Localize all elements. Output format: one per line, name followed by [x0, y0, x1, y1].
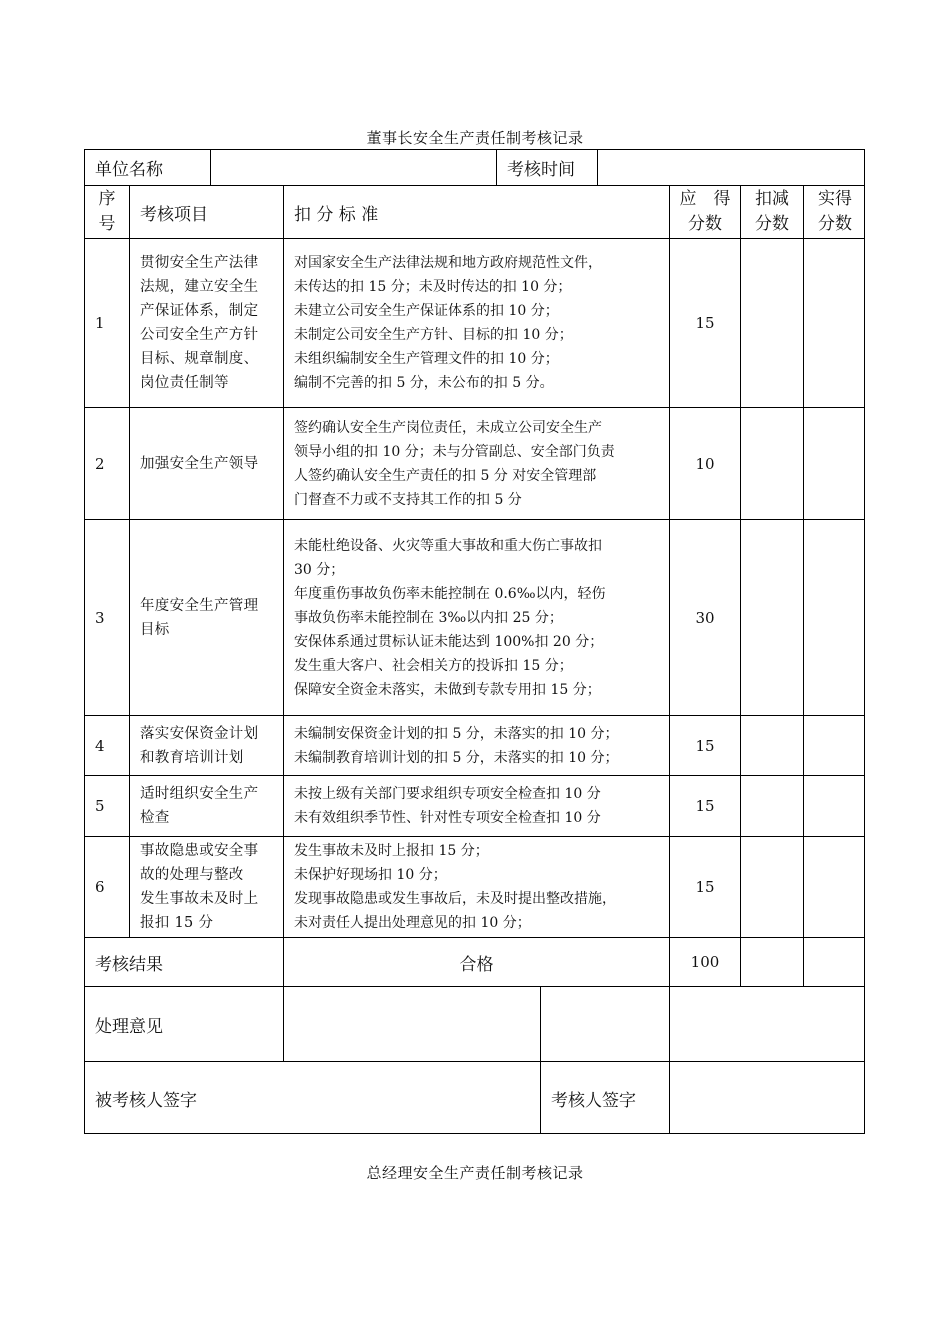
- row-5-due-score: 15: [695, 797, 715, 815]
- unit-name-value[interactable]: [211, 150, 496, 185]
- opinion-value[interactable]: [284, 987, 865, 1061]
- row-4-item: [130, 716, 283, 775]
- row-1-due-score: 15: [695, 314, 715, 332]
- result-total-score: 100: [690, 953, 720, 971]
- row-4-criteria-line: 未编制安保资金计划的扣 5 分，未落实的扣 10 分；: [294, 725, 619, 742]
- row-3-due-score: 30: [695, 608, 715, 627]
- row-2-item: [130, 408, 283, 519]
- column-header-actual-score: [804, 186, 865, 238]
- row-2-deduct-score[interactable]: [741, 408, 803, 519]
- row-6-item-line: 事故隐患或安全事: [140, 843, 259, 859]
- row-6-item: [130, 837, 283, 937]
- row-3-actual-score[interactable]: [804, 520, 865, 715]
- unit-name-label: 单位名称: [95, 160, 163, 180]
- row-2-criteria-line: 门督查不力或不支持其工作的扣 5 分: [294, 491, 522, 508]
- row-6-criteria-line: 未对责任人提出处理意见的扣 10 分；: [294, 915, 531, 931]
- row-4-seq: 4: [95, 736, 105, 755]
- row-6-seq: 6: [95, 878, 105, 896]
- assessor-signature-field[interactable]: [670, 1062, 865, 1134]
- row-4-deduct-score[interactable]: [741, 716, 803, 775]
- assessee-signature-field[interactable]: [284, 1062, 540, 1134]
- row-4-item-line: 落实安保资金计划: [140, 725, 259, 742]
- row-6-due-score: 15: [695, 878, 715, 896]
- result-label: 考核结果: [95, 954, 163, 975]
- row-3-criteria-line: 发生重大客户、社会相关方的投诉扣 15 分；: [294, 657, 573, 674]
- assessment-time-value[interactable]: [598, 150, 865, 185]
- row-1-criteria-line: 未传达的扣 15 分；未及时传达的扣 10 分；: [294, 279, 572, 295]
- column-header-seq-line: 号: [98, 214, 116, 234]
- column-header-seq: [85, 186, 129, 238]
- row-1-criteria: [284, 239, 669, 407]
- row-1-seq: 1: [95, 314, 105, 332]
- row-6-criteria-line: 未保护好现场扣 10 分；: [294, 867, 447, 883]
- row-1-item-line: 公司安全生产方针: [140, 327, 259, 343]
- row-3-item: [130, 520, 283, 715]
- row-1-criteria-line: 编制不完善的扣 5 分，未公布的扣 5 分。: [294, 375, 554, 391]
- row-5-criteria-line: 未有效组织季节性、针对性专项安全检查扣 10 分: [294, 810, 601, 826]
- row-3-item-line: 年度安全生产管理: [140, 597, 259, 614]
- row-5-item-line: 适时组织安全生产: [140, 786, 259, 802]
- row-2-actual-score[interactable]: [804, 408, 865, 519]
- row-2-criteria-line: 领导小组的扣 10 分；未与分管副总、安全部门负责: [294, 443, 615, 460]
- result-deduct-score[interactable]: [741, 938, 803, 986]
- row-3-criteria-line: 未能杜绝设备、火灾等重大事故和重大伤亡事故扣: [294, 537, 602, 554]
- column-header-seq-line: 序: [98, 189, 116, 209]
- row-3-criteria-line: 年度重伤事故负伤率未能控制在 0.6‰以内，轻伤: [294, 585, 606, 602]
- row-3-criteria-line: 事故负伤率未能控制在 3‰以内扣 25 分；: [294, 609, 563, 626]
- row-5-criteria-line: 未按上级有关部门要求组织专项安全检查扣 10 分: [294, 786, 601, 802]
- row-6-item-line: 发生事故未及时上: [140, 891, 259, 907]
- row-4-item-line: 和教育培训计划: [140, 749, 244, 766]
- column-header-actual-line: 实得: [818, 189, 852, 209]
- column-header-due-line: 分数: [688, 214, 722, 234]
- row-3-criteria: [284, 520, 669, 715]
- row-4-due-score: 15: [695, 736, 715, 755]
- row-1-criteria-line: 未建立公司安全生产保证体系的扣 10 分；: [294, 303, 559, 319]
- row-5-seq: 5: [95, 797, 105, 815]
- row-1-criteria-line: 未制定公司安全生产方针、目标的扣 10 分；: [294, 327, 573, 343]
- row-4-criteria: [284, 716, 669, 775]
- row-2-criteria-line: 签约确认安全生产岗位责任，未成立公司安全生产: [294, 419, 602, 436]
- row-5-item: [130, 776, 283, 836]
- row-1-criteria-line: 对国家安全生产法律法规和地方政府规范性文件，: [294, 255, 602, 271]
- column-header-item: 考核项目: [140, 204, 208, 225]
- row-3-criteria-line: 安保体系通过贯标认证未能达到 100%扣 20 分；: [294, 633, 604, 650]
- assessment-time-label: 考核时间: [507, 160, 575, 180]
- row-5-actual-score[interactable]: [804, 776, 865, 836]
- row-1-deduct-score[interactable]: [741, 239, 803, 407]
- row-6-actual-score[interactable]: [804, 837, 865, 937]
- row-3-criteria-line: 30 分；: [294, 561, 345, 578]
- column-header-criteria: 扣 分 标 准: [294, 204, 379, 225]
- row-4-criteria-line: 未编制教育培训计划的扣 5 分，未落实的扣 10 分；: [294, 749, 619, 766]
- column-header-due-line: 应 得: [679, 189, 731, 209]
- row-6-criteria-line: 发生事故未及时上报扣 15 分；: [294, 843, 489, 859]
- row-3-seq: 3: [95, 608, 105, 627]
- row-2-criteria: [284, 408, 669, 519]
- result-actual-score[interactable]: [804, 938, 865, 986]
- row-2-due-score: 10: [695, 454, 715, 473]
- assessment-table: [84, 149, 865, 1134]
- row-6-item-line: 报扣 15 分: [140, 915, 214, 931]
- row-1-item-line: 岗位责任制等: [140, 375, 229, 391]
- row-2-item-line: 加强安全生产领导: [140, 455, 259, 472]
- row-5-deduct-score[interactable]: [741, 776, 803, 836]
- row-1-item-line: 目标、规章制度、: [140, 351, 259, 367]
- row-4-actual-score[interactable]: [804, 716, 865, 775]
- column-header-deduct-line: 扣减: [755, 189, 789, 209]
- column-header-deduct-score: [741, 186, 803, 238]
- row-6-criteria: [284, 837, 669, 937]
- next-section-title: 总经理安全生产责任制考核记录: [366, 1164, 584, 1182]
- row-1-item-line: 产保证体系，制定: [140, 303, 259, 319]
- row-2-seq: 2: [95, 454, 105, 473]
- opinion-label: 处理意见: [95, 1016, 163, 1037]
- row-6-item-line: 故的处理与整改: [140, 867, 244, 883]
- assessor-signature-label: 考核人签字: [551, 1091, 636, 1111]
- row-3-criteria-line: 保障安全资金未落实，未做到专款专用扣 15 分；: [294, 681, 601, 698]
- column-header-deduct-line: 分数: [755, 214, 789, 234]
- row-1-item-line: 法规，建立安全生: [140, 279, 259, 295]
- row-6-deduct-score[interactable]: [741, 837, 803, 937]
- result-value: 合格: [459, 954, 494, 975]
- row-1-item-line: 贯彻安全生产法律: [140, 255, 259, 271]
- page-title: 董事长安全生产责任制考核记录: [366, 129, 584, 147]
- row-2-criteria-line: 人签约确认安全生产责任的扣 5 分 对安全管理部: [294, 467, 597, 484]
- row-3-deduct-score[interactable]: [741, 520, 803, 715]
- row-6-criteria-line: 发现事故隐患或发生事故后，未及时提出整改措施，: [294, 891, 616, 907]
- row-1-item: [130, 239, 283, 407]
- row-5-item-line: 检查: [140, 810, 170, 826]
- row-1-actual-score[interactable]: [804, 239, 865, 407]
- column-header-due-score: [670, 186, 740, 238]
- row-3-item-line: 目标: [140, 621, 170, 638]
- column-header-actual-line: 分数: [818, 214, 852, 234]
- assessee-signature-label: 被考核人签字: [95, 1091, 197, 1111]
- row-1-criteria-line: 未组织编制安全生产管理文件的扣 10 分；: [294, 351, 559, 367]
- row-5-criteria: [284, 776, 669, 836]
